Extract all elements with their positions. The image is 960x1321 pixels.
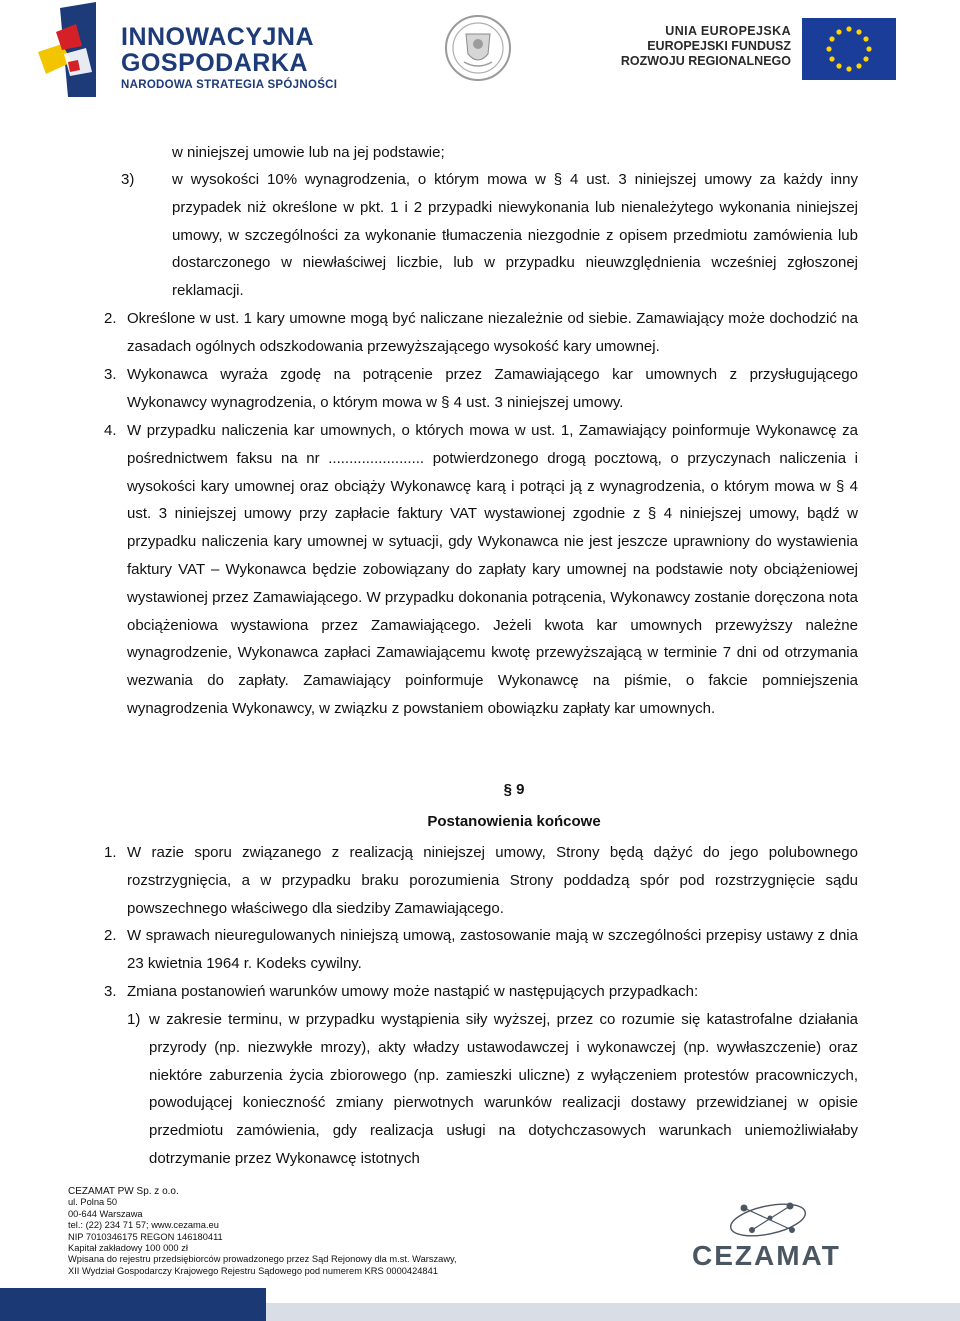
s9-paragraph3-text: Zmiana postanowień warunków umowy może nastąpić w następujących przypadkach: (127, 983, 699, 1000)
eu-line3: ROZWOJU REGIONALNEGO (620, 54, 791, 68)
s9-paragraph1-text: W razie sporu związanego z realizacją niniejszej umowy, Strony będą dążyć do jego polubownego rozstrzygnięcia, a w przypadku braku porozumienia Strony poddadzą spór pod rozstrzygnięcie sądu powszechnego właściwego dla siedziby Zamawiającego. (127, 844, 858, 917)
eu-line2: EUROPEJSKI FUNDUSZ (647, 39, 791, 53)
university-seal-icon (444, 14, 512, 82)
cezamat-wordmark: CEZAMAT (692, 1240, 841, 1271)
footer-company: CEZAMAT PW Sp. z o.o. (68, 1186, 179, 1197)
s9-paragraph2-text: W sprawach nieuregulowanych niniejszą umową, zastosowanie mają w szczególności przepisy ustawy z dnia 23 kwietnia 1964 r. Kodeks cywilny. (127, 927, 858, 972)
footer-krs: XII Wydział Gospodarczy Krajowego Rejestru Sądowego pod numerem KRS 0000424841 (68, 1265, 438, 1276)
continuation-line: w niniejszej umowie lub na jej podstawie; (172, 144, 445, 161)
s9-paragraph3-label: 3. (104, 983, 117, 1000)
innowacyjna-gospodarka-wordmark (121, 24, 337, 91)
s9-subitem1-text: w zakresie terminu, w przypadku wystąpienia siły wyższej, przez co rozumie się katastrofalne działania przyrody (np. niezwykłe mrozy), akty władzy ustawodawczej i wykonawczej (np. wywłaszczenie) oraz niektóre zaburzenia życia zbiorowego (np. zamieszki uliczne) z wyłączeniem protestów pracowniczych, powodującej konieczność zmiany pierwotnych warunków realizacji dostawy przewidzianej w opisie przedmiotu zamówienia, gdy realizacja usługi na dotychczasowych warunkach uniemożliwiałaby dotrzymanie przez Wykonawcę istotnych (149, 1011, 858, 1167)
eu-fund-wordmark (600, 24, 791, 69)
page-header (0, 0, 960, 110)
ig-title-line2: GOSPODARKA (121, 49, 308, 77)
paragraph2-text: Określone w ust. 1 kary umowne mogą być naliczane niezależnie od siebie. Zamawiający może dochodzić na zasadach ogólnych odszkodowania przewyższającego wysokość kary umownej. (127, 310, 858, 355)
item3-label: 3) (121, 171, 135, 188)
footer-capital: Kapitał zakładowy 100 000 zł (68, 1243, 188, 1254)
eu-flag-icon (802, 18, 896, 80)
innowacyjna-gospodarka-logo-icon (38, 2, 98, 97)
s9-paragraph2-label: 2. (104, 927, 117, 944)
footer-bar-blue (0, 1288, 266, 1321)
footer-contact: tel.: (22) 234 71 57; www.cezama.eu (68, 1220, 219, 1231)
footer-bar-gray (266, 1303, 960, 1321)
section-title: Postanowienia końcowe (427, 813, 601, 830)
footer-city: 00-644 Warszawa (68, 1208, 143, 1219)
s9-subitem1-label: 1) (127, 1011, 141, 1028)
footer-register: Wpisana do rejestru przedsiębiorców prowadzonego przez Sąd Rejonowy dla m.st. Warszawy, (68, 1254, 457, 1265)
paragraph4-label: 4. (104, 422, 117, 439)
cezamat-orbit-icon (692, 1196, 832, 1246)
paragraph3-label: 3. (104, 366, 117, 383)
footer-street: ul. Polna 50 (68, 1197, 118, 1208)
footer-nip: NIP 7010346175 REGON 146180411 (68, 1231, 223, 1242)
item3-text: w wysokości 10% wynagrodzenia, o którym mowa w § 4 ust. 3 niniejszej umowy za każdy inny przypadek niż określone w pkt. 1 i 2 przypadki niewykonania lub nienależytego wykonania niniejszej umowy, w szczególności za wykonanie tłumaczenia niezgodnie z opisem przedmiotu zamówienia lub dostarczonego w niewłaściwej liczbie, lub w przypadku nieuwzględnienia wcześniej zgłoszonej reklamacji. (172, 171, 858, 300)
paragraph4-text: W przypadku naliczenia kar umownych, o których mowa w ust. 1, Zamawiający poinformuje Wykonawcę za pośrednictwem faksu na nr ....................... potwierdzonego drogą pocztową, o przyczynach naliczenia i wysokości kary umownej oraz obciąży Wykonawcę karą i potrąci ją z wynagrodzenia, o którym mowa w § 4 ust. 3 niniejszej umowy przy zapłacie faktury VAT wystawionej zgodnie z § 4 niniejszej umowy, bądź w przypadku naliczenia kary umownej w sytuacji, gdy Wykonawca nie jest jeszcze uprawniony do wystawienia faktury VAT – Wykonawca będzie zobowiązany do zapłaty kary umownej na podstawie noty obciążeniowej wystawionej przez Zamawiającego. W przypadku dokonania potrącenia, Wykonawcy zostanie doręczona nota obciążeniowa wystawiona przez Zamawiającego. Jeżeli kwota kar umownych przewyższy należne wynagrodzenie, Wykonawca zapłaci Zamawiającemu kwotę przewyższającą w terminie 7 dni od otrzymania wezwania do zapłaty. Zamawiający poinformuje Wykonawcę na piśmie, o fakcie pomniejszenia wynagrodzenia Wykonawcy, w związku z powstaniem obowiązku zapłaty kar umownych. (127, 422, 858, 717)
paragraph2-label: 2. (104, 310, 117, 327)
ig-title-line1: INNOWACYJNA (121, 23, 315, 51)
eu-line1: UNIA EUROPEJSKA (665, 24, 791, 38)
company-footer (68, 1186, 457, 1277)
s9-paragraph1-label: 1. (104, 844, 117, 861)
ig-subtitle: NARODOWA STRATEGIA SPÓJNOŚCI (121, 79, 338, 91)
section-number: § 9 (503, 781, 525, 798)
paragraph3-text: Wykonawca wyraża zgodę na potrącenie przez Zamawiającego kar umownych z przysługującego Wykonawcy wynagrodzenia, o którym mowa w § 4 ust. 3 niniejszej umowy. (127, 366, 858, 411)
